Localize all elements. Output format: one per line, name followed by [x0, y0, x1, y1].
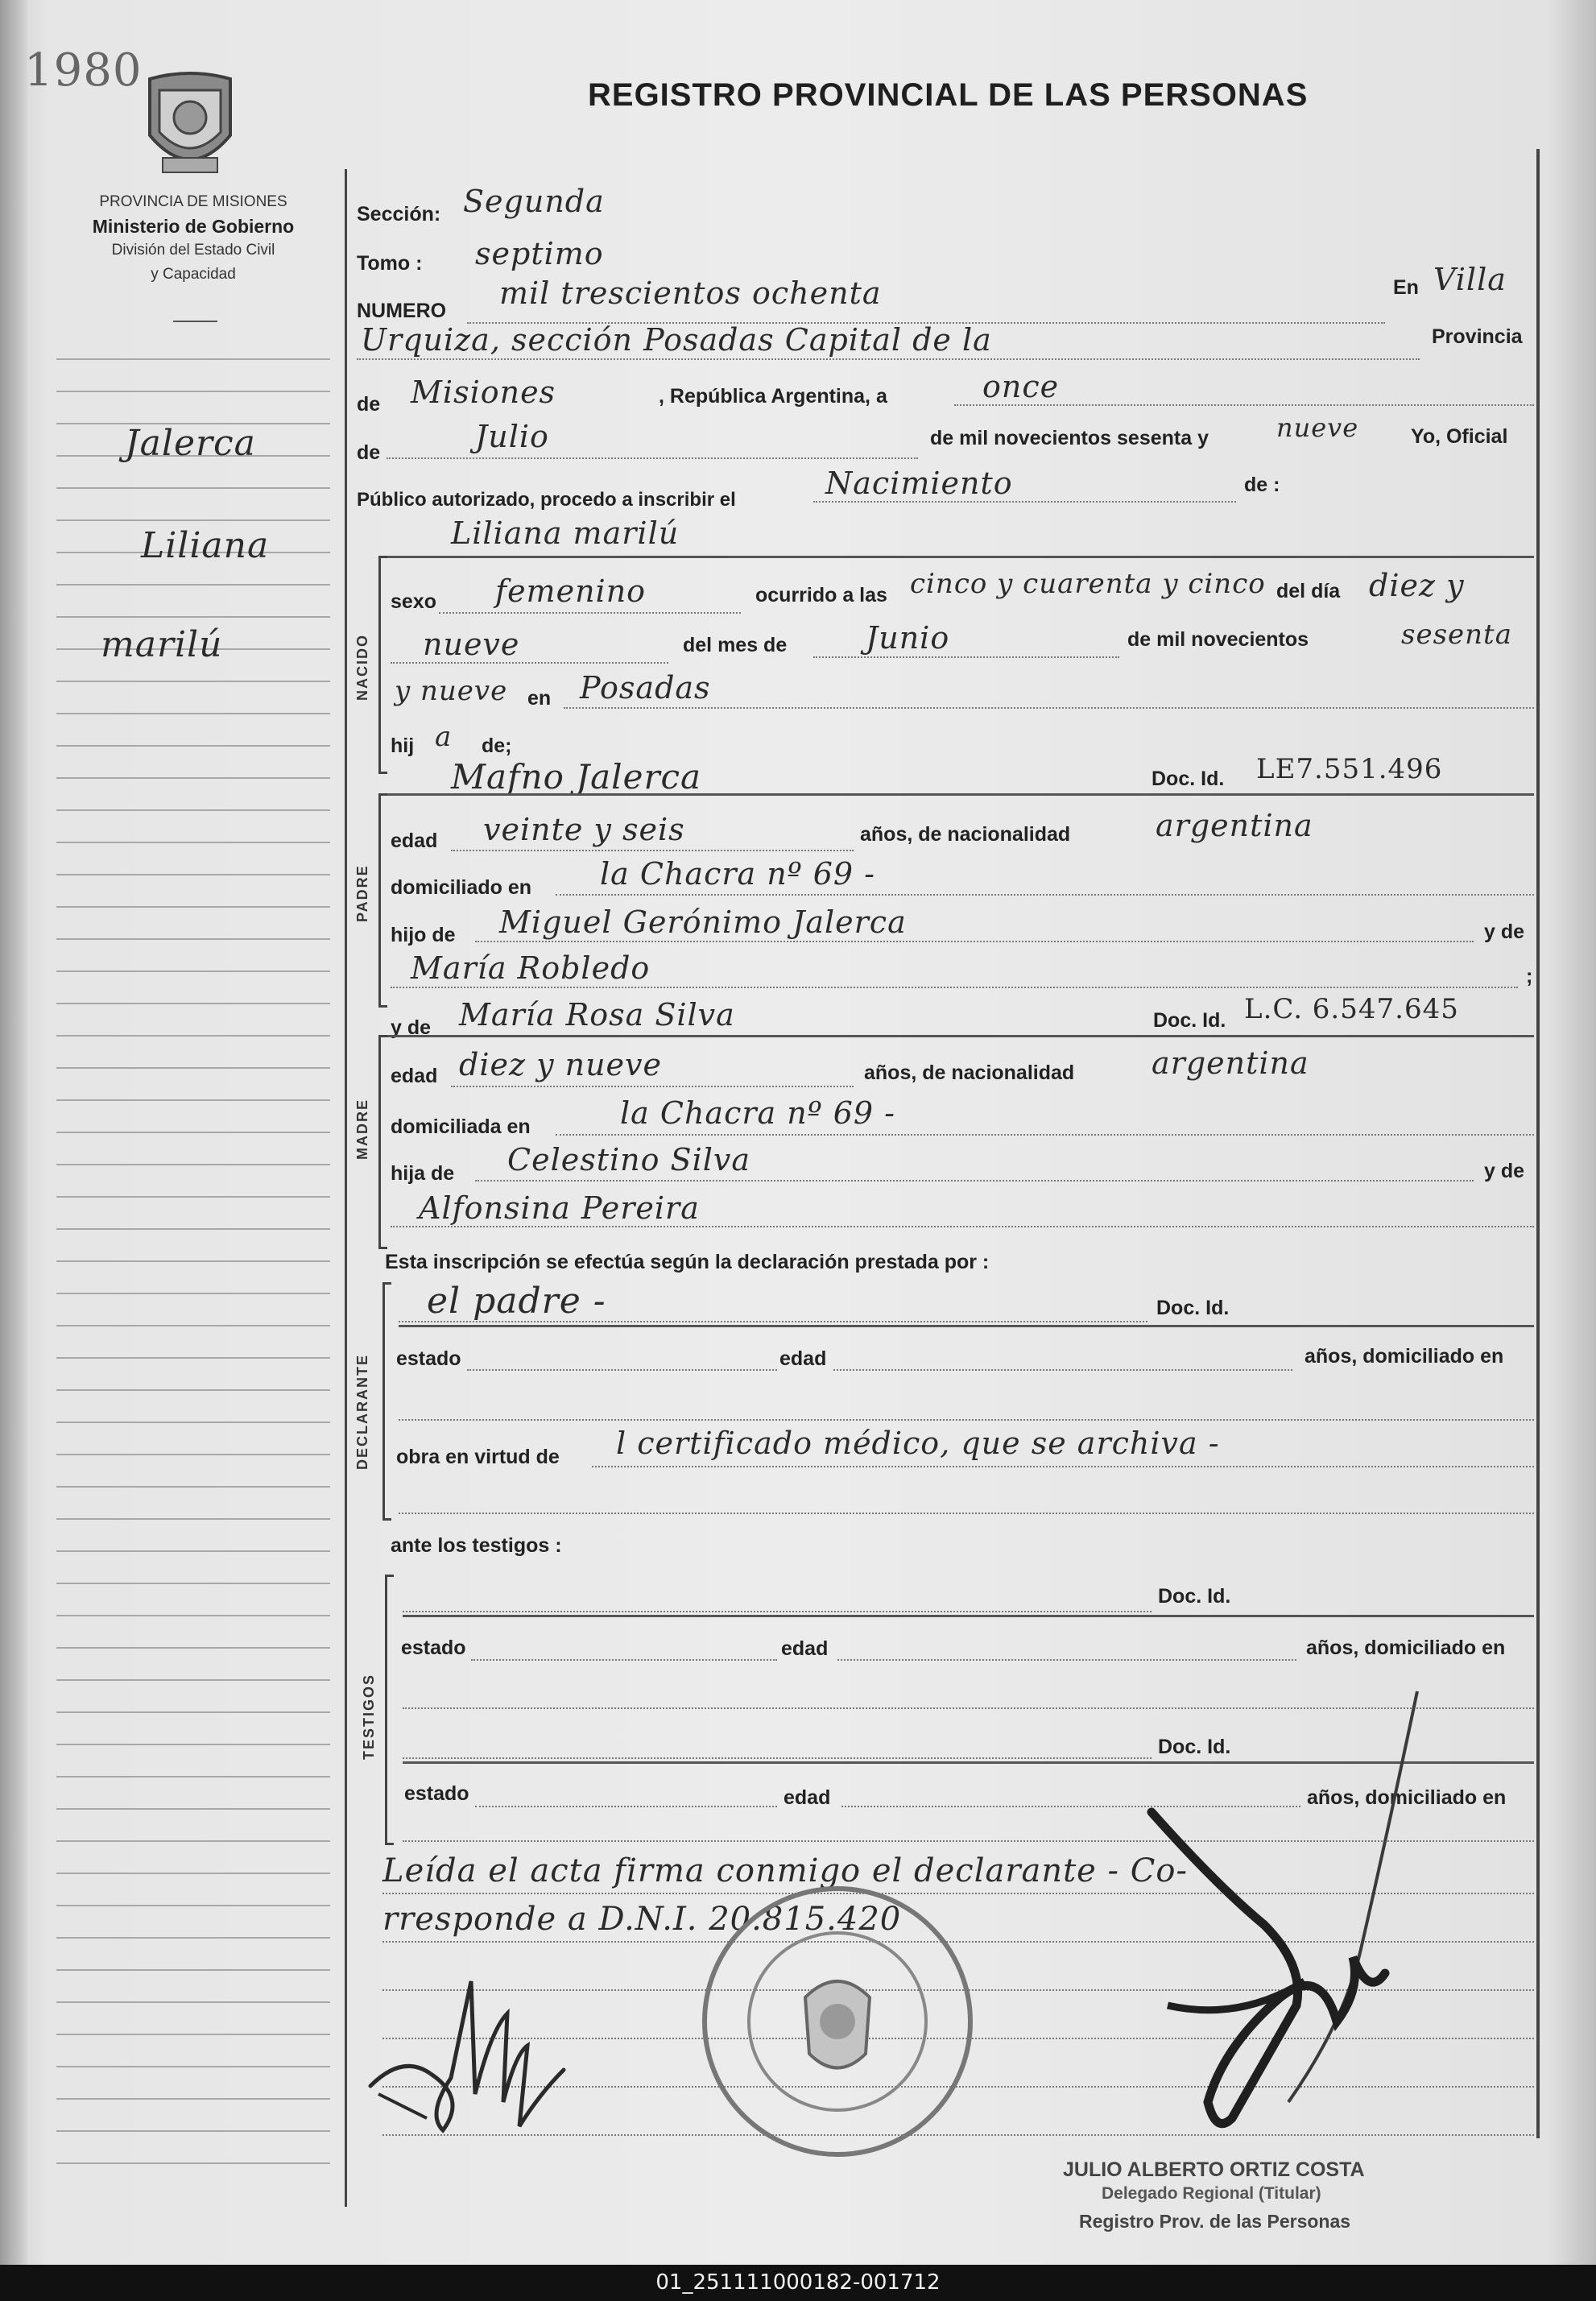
lugar-value: Urquiza, sección Posadas Capital de la [361, 322, 992, 358]
madre-edad-line [451, 1086, 854, 1087]
madre-edad-value: diez y nueve [459, 1047, 663, 1082]
issuer-ministry: Ministerio de Gobierno [92, 216, 295, 237]
testigo1-name-line [403, 1611, 1152, 1612]
mes-acta-value: Julio [475, 419, 549, 454]
provincia-label: Provincia [1432, 325, 1523, 348]
seccion-label: Sección: [357, 203, 441, 226]
hora-value: cinco y cuarenta y cinco [910, 568, 1266, 600]
issuer-divider [173, 321, 217, 322]
official-role: Delegado Regional (Titular) [1102, 2184, 1321, 2203]
yo-oficial-label: Yo, Oficial [1411, 425, 1508, 448]
padre-edad-line [451, 850, 854, 851]
padre-hijo-de-label: hijo de [391, 924, 456, 946]
testigo2-estado-line [475, 1806, 777, 1807]
testigo2-name-line [403, 1757, 1152, 1759]
madre-label: MADRE [354, 1099, 370, 1160]
madre-nombre-line [382, 1035, 1534, 1037]
anio-acta-value: nueve [1276, 412, 1359, 443]
official-name: JULIO ALBERTO ORTIZ COSTA [1063, 2158, 1365, 2181]
obra-line2 [399, 1513, 1534, 1514]
issuer-block [60, 190, 326, 287]
madre-dom-label: domiciliada en [391, 1115, 531, 1138]
madre-hija-de-value: Celestino Silva [507, 1142, 751, 1177]
testigo1-anos-label: años, domiciliado en [1306, 1637, 1506, 1659]
de-colon-label: de : [1244, 474, 1280, 496]
nacido-bracket [378, 556, 387, 774]
testigo1-edad-line [837, 1659, 1296, 1661]
nombre-value: Liliana marilú [451, 515, 680, 551]
sexo-value: femenino [495, 573, 647, 609]
testigo1-doc-label: Doc. Id. [1158, 1585, 1231, 1608]
seccion-value: Segunda [463, 184, 605, 219]
provincia-value: Misiones [411, 375, 556, 410]
official-office: Registro Prov. de las Personas [1079, 2211, 1351, 2232]
testigos-label: ante los testigos : [391, 1534, 562, 1557]
mes-nac-value: Junio [866, 620, 950, 656]
margin-surname: Jalerca [125, 423, 256, 464]
hijo-a-de-label: de; [482, 735, 512, 757]
declarante-line [399, 1321, 1147, 1322]
madre-hija-de-label: hija de [391, 1162, 455, 1185]
de-mes-label: de [357, 441, 381, 464]
padre-dom-label: domiciliado en [391, 876, 532, 899]
madre-y-de-label: y de [391, 1016, 432, 1039]
numero-value: mil trescientos ochenta [499, 275, 882, 311]
image-id-footer: 01_251111000182-001712 [0, 2265, 1596, 2301]
madre-dom-line [556, 1134, 1534, 1136]
mes-acta-line [387, 457, 918, 459]
issuer-capacity: y Capacidad [151, 266, 236, 283]
anio-nac-value: sesenta [1401, 619, 1512, 651]
madre-edad-label: edad [391, 1065, 438, 1087]
right-border [1536, 149, 1540, 2138]
padre-label: PADRE [354, 864, 370, 922]
padre-hijo-de-value: Miguel Gerónimo Jalerca [499, 904, 907, 940]
testigo1-edad-label: edad [781, 1637, 829, 1660]
padre-y-de-label: y de [1484, 921, 1525, 943]
dia-nac2-value: nueve [423, 627, 520, 662]
madre-bracket [378, 1035, 387, 1249]
madre-hija-de-line [475, 1180, 1474, 1182]
lugar-nac-value: Posadas [580, 670, 711, 706]
declarante-doc-label: Doc. Id. [1156, 1297, 1230, 1319]
madre-y-de-label2: y de [1484, 1160, 1525, 1182]
publico-label: Público autorizado, procedo a inscribir el [357, 489, 736, 511]
padre-dom-line [556, 894, 1534, 896]
testigo1-rule [403, 1615, 1534, 1617]
padre-madre-line [391, 987, 1518, 988]
nombre-line [382, 556, 1534, 558]
page-number: 1980 [24, 44, 143, 97]
declarante-edad-label: edad [779, 1347, 827, 1370]
en-nac-label: en [527, 687, 552, 710]
padre-semicolon: ; [1526, 965, 1533, 987]
obra-line [592, 1466, 1534, 1467]
declarante-estado-line [467, 1369, 777, 1371]
cierre-line2: rresponde a D.N.I. 20.815.420 [382, 1901, 902, 1938]
de-label: de [357, 393, 381, 416]
official-signature-icon [1119, 1683, 1441, 2166]
tomo-label: Tomo : [357, 252, 423, 275]
issuer-province: PROVINCIA DE MISIONES [99, 193, 287, 210]
lugar-line [357, 358, 1420, 360]
obra-value: l certificado médico, que se archiva - [616, 1426, 1220, 1461]
margin-first-name: Liliana [141, 525, 270, 566]
dia-nac2-line [391, 662, 668, 664]
declarante-bracket [382, 1282, 391, 1521]
sexo-line [439, 612, 741, 614]
sexo-label: sexo [391, 590, 436, 613]
testigo2-estado-label: estado [404, 1782, 469, 1805]
declarant-signature-icon [354, 1933, 628, 2150]
declarante-estado-label: estado [396, 1347, 461, 1370]
dia-acta-value: once [982, 369, 1060, 404]
inscribe-line [813, 501, 1236, 503]
testigo1-estado-line [471, 1659, 777, 1661]
page-title: REGISTRO PROVINCIAL DE LAS PERSONAS [588, 77, 1309, 113]
declaracion-label: Esta inscripción se efectúa según la declaración prestada por : [385, 1251, 990, 1273]
cierre-line1: Leída el acta firma conmigo el declarante - Co- [382, 1852, 1188, 1889]
padre-edad-value: veinte y seis [483, 812, 685, 847]
padre-edad-label: edad [391, 830, 438, 852]
madre-anos-label: años, de nacionalidad [864, 1062, 1075, 1084]
official-stamp-icon [693, 1869, 982, 2175]
padre-anos-label: años, de nacionalidad [860, 823, 1071, 846]
en-label: En [1393, 276, 1419, 299]
declarante-dom-line [399, 1419, 1534, 1421]
madre-madre-line [391, 1226, 1534, 1227]
coat-of-arms-icon [139, 71, 242, 184]
del-mes-label: del mes de [683, 634, 788, 656]
testigo2-doc-label: Doc. Id. [1158, 1736, 1231, 1758]
madre-doc-value: L.C. 6.547.645 [1244, 993, 1459, 1025]
de-mil-nov-label: de mil novecientos [1127, 628, 1309, 651]
declarante-rule [399, 1325, 1534, 1327]
padre-madre-value: María Robledo [411, 950, 651, 986]
declarante-edad-line [833, 1369, 1292, 1371]
madre-doc-label: Doc. Id. [1153, 1009, 1226, 1032]
republica-label: , República Argentina, a [659, 385, 887, 408]
testigos-bracket [385, 1575, 394, 1845]
testigo2-anos-label: años, domiciliado en [1307, 1786, 1507, 1809]
testigo1-estado-label: estado [401, 1637, 466, 1659]
hijo-a-label: hij [391, 735, 415, 757]
madre-madre-value: Alfonsina Pereira [419, 1190, 700, 1226]
inscribe-value: Nacimiento [825, 466, 1013, 501]
de-mil-label: de mil novecientos sesenta y [930, 427, 1209, 449]
madre-nombre-value: María Rosa Silva [459, 997, 735, 1033]
declarante-anos-label: años, domiciliado en [1305, 1345, 1504, 1368]
madre-dom-value: la Chacra nº 69 - [620, 1095, 895, 1131]
nacido-label: NACIDO [354, 634, 370, 701]
declarante-label: DECLARANTE [354, 1354, 370, 1470]
obra-label: obra en virtud de [396, 1446, 560, 1468]
declarante-value: el padre - [427, 1281, 606, 1322]
padre-doc-value: LE7.551.496 [1256, 753, 1443, 785]
padre-bracket [378, 793, 387, 1008]
numero-label: NUMERO [357, 300, 447, 322]
padre-nombre-line [382, 793, 1534, 796]
mes-nac-line [813, 656, 1119, 658]
issuer-division: División del Estado Civil [111, 242, 275, 259]
testigos-side-label: TESTIGOS [361, 1673, 377, 1760]
padre-nac-value: argentina [1156, 808, 1313, 843]
padre-dom-value: la Chacra nº 69 - [600, 856, 875, 892]
lugar-nac-line [564, 707, 1534, 709]
testigo2-edad-label: edad [784, 1786, 831, 1809]
ocurrido-label: ocurrido a las [755, 584, 887, 606]
del-dia-label: del día [1276, 580, 1341, 602]
dia-acta-line [954, 404, 1534, 406]
tomo-value: septimo [475, 236, 604, 271]
anio-nac2-value: y nueve [395, 675, 508, 707]
book-spine [0, 0, 27, 2265]
padre-hijo-de-line [475, 941, 1474, 942]
hijo-a-letter: a [435, 721, 453, 753]
madre-nac-value: argentina [1152, 1045, 1309, 1081]
en-value: Villa [1433, 262, 1507, 297]
padre-nombre-value: Mafno Jalerca [451, 757, 702, 797]
dia-nac-value: diez y [1369, 568, 1465, 603]
margin-middle-name: marilú [101, 624, 223, 665]
padre-doc-label: Doc. Id. [1152, 768, 1225, 790]
left-border [345, 169, 347, 2207]
